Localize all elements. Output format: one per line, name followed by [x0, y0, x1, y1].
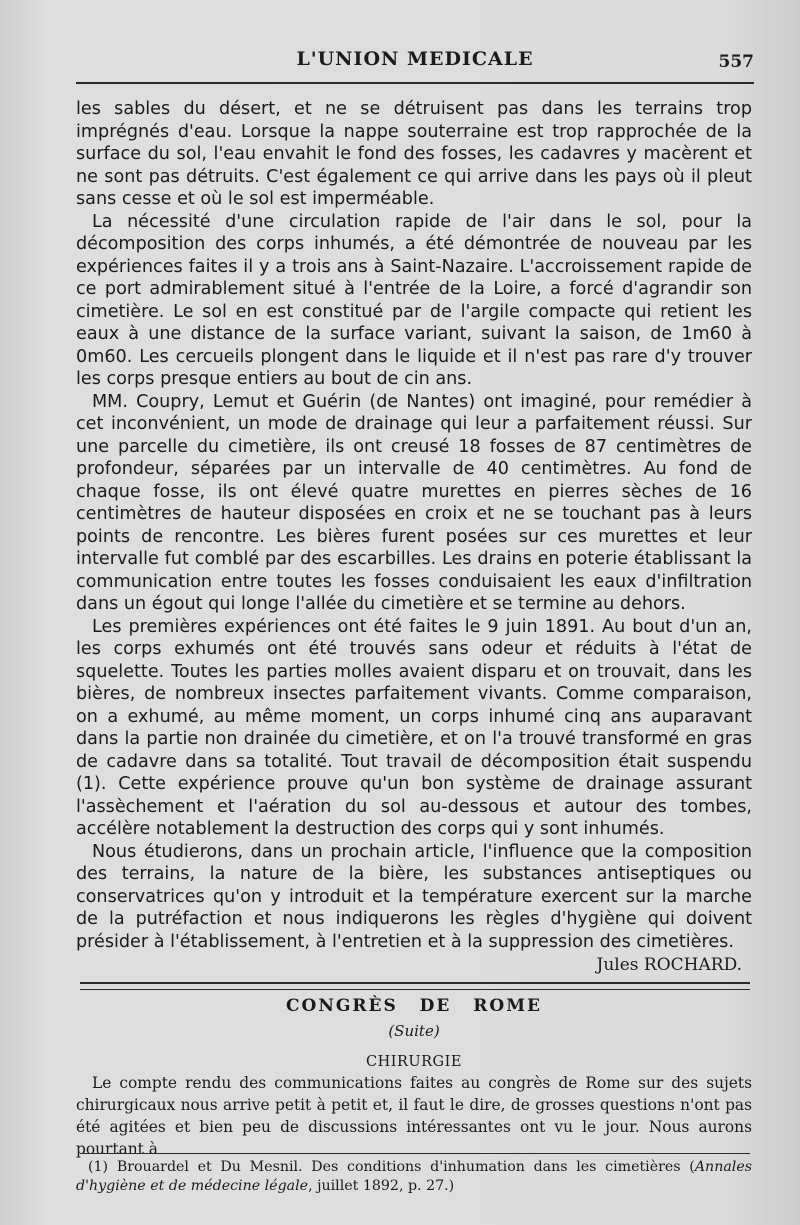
paragraph: les sables du désert, et ne se détruisent pas dans les terrains trop imprégnés d'eau. Lorsque la nappe souterraine est trop rapprochée de la surface du sol, l'eau envahit le fond des fosses, les cadavres y macèrent et ne sont pas détruits. C'est également ce qui arrive dans les pays où il pleut sans cesse et où le sol est imperméable.	[76, 99, 752, 209]
article-body	[76, 98, 752, 977]
footnote-rule	[80, 1153, 750, 1154]
paragraph: MM. Coupry, Lemut et Guérin (de Nantes) ont imaginé, pour remédier à cet inconvénient, un mode de drainage qui leur a parfaitement réussi. Sur une parcelle du cimetière, ils ont creusé 18 fosses de 87 centimètres de profondeur, séparées par un intervalle de 40 centimètres. Au fond de chaque fosse, ils ont élevé quatre murettes en pierres sèches de 16 centimètres de hauteur disposées en croix et ne se touchant pas à leurs points de rencontre. Les bières furent posées sur ces murettes et leur intervalle fut comblé par des escarbilles. Les drains en poterie établissant la communication entre toutes les fosses conduisaient les eaux d'infiltration dans un égout qui longe l'allée du cimetière et se termine au dehors.	[76, 391, 752, 614]
footnote-text-end: , juillet 1892, p. 27.)	[308, 1178, 455, 1194]
running-head: L'UNION MEDICALE	[296, 48, 534, 70]
paragraph: La nécessité d'une circulation rapide de l'air dans le sol, pour la décomposition des corps inhumés, a été démontrée de nouveau par les expériences faites il y a trois ans à Saint-Nazaire. L'accroissement rapide de ce port admirablement situé à l'entrée de la Loire, a forcé d'agrandir son cimetière. Le sol en est constitué par de l'argile compacte qui retient les eaux à une distance de la surface variant, suivant la saison, de 1m60 à 0m60. Les cercueils plongent dans le liquide et il n'est pas rare d'y trouver les corps presque entiers au bout de cin ans.	[76, 211, 752, 389]
paragraph: Les premières expériences ont été faites le 9 juin 1891. Au bout d'un an, les corps exhumés ont été trouvés sans odeur et réduits à l'état de squelette. Toutes les parties molles avaient disparu et on trouvait, dans les bières, de nombreux insectes parfaitement vivants. Comme comparaison, on a exhumé, au même moment, un corps inhumé cinq ans auparavant dans la partie non drainée du cimetière, et on l'a trouvé transformé en gras de cadavre dans sa totalité. Tout travail de décomposition était suspendu (1). Cette expérience prouve qu'un bon système de drainage assurant l'assèchement et l'aération du sol au-dessous et autour des tombes, accélère notablement la destruction des corps qui y sont inhumés.	[76, 616, 752, 839]
paragraph: Nous étudierons, dans un prochain article, l'influence que la composition des terrains, la nature de la bière, les substances antiseptiques ou conservatrices qu'on y introduit et la température exercent sur la marche de la putréfaction et nous indiquerons les règles d'hygiène qui doivent présider à l'établissement, à l'entretien et à la suppression des cimetières.	[76, 841, 752, 952]
paragraph: Le compte rendu des communications faites au congrès de Rome sur des sujets chirurgicaux nous arrive petit à petit et, il faut le dire, de grosses questions n'ont pas été agitées et bien peu de discussions intéressantes ont vu le jour. Nous aurons pourtant à	[76, 1074, 752, 1158]
section-divider	[80, 982, 750, 990]
page-number: 557	[718, 52, 754, 72]
footnote-text: Brouardel et Du Mesnil. Des conditions d'inhumation dans les cimetières (	[116, 1159, 695, 1175]
header-rule	[76, 82, 754, 84]
footnote-journal: Annales d'hygiène et de médecine légale	[76, 1159, 753, 1194]
footnote	[76, 1158, 752, 1196]
section-header	[76, 996, 752, 1070]
page-header	[76, 44, 754, 84]
author-signature: Jules ROCHARD.	[596, 955, 742, 975]
section-subtitle: (Suite)	[388, 1022, 440, 1040]
section-heading: CHIRURGIE	[366, 1054, 462, 1070]
section-body	[76, 1072, 752, 1160]
section-title: CONGRÈS DE ROME	[285, 996, 542, 1016]
footnote-marker: (1)	[88, 1159, 109, 1175]
